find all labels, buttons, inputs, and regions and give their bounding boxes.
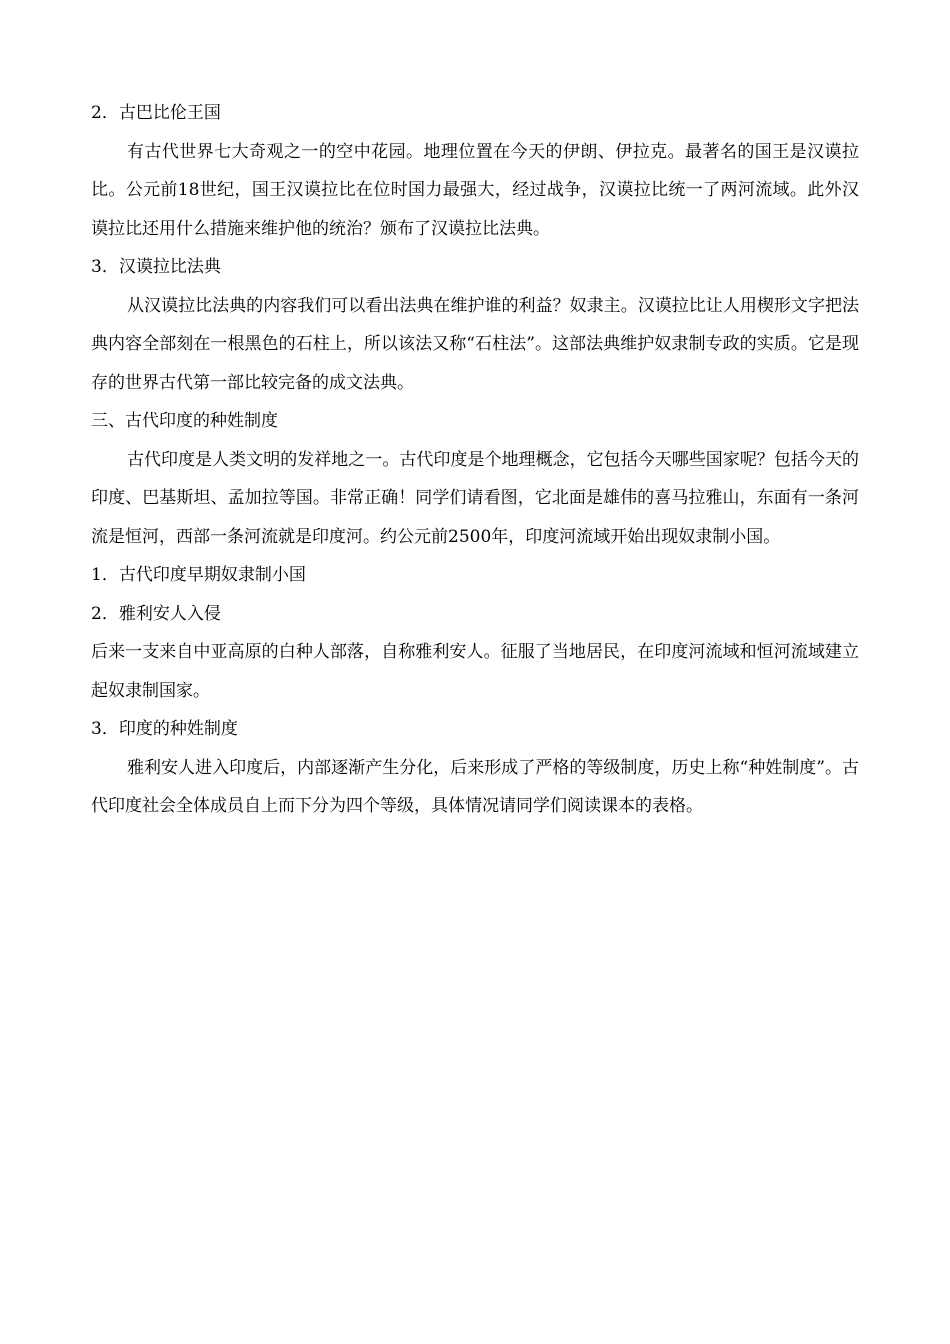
section-heading-aryan-invasion: 2．雅利安人入侵 (91, 603, 221, 624)
paragraph-indian-caste: 雅利安人进入印度后，内部逐渐产生分化，后来形成了严格的等级制度，历史上称“种姓制度”。古代印度社会全体成员自上而下分为四个等级，具体情况请同学们阅读课本的表格。 (91, 757, 859, 816)
section-heading-early-slave-states: 1．古代印度早期奴隶制小国 (91, 565, 306, 585)
paragraph-hammurabi-code: 从汉谟拉比法典的内容我们可以看出法典在维护谁的利益？奴隶主。汉谟拉比让人用楔形文字把法典内容全部刻在一根黑色的石柱上，所以该法又称“石柱法”。这部法典维护奴隶制专政的实质。它是现存的世界古代第一部比较完备的成文法典。 (91, 295, 859, 393)
paragraph-aryan-invasion: 后来一支来自中亚高原的白种人部落，自称雅利安人。征服了当地居民，在印度河流域和恒河流域建立起奴隶制国家。 (91, 642, 859, 701)
section-heading-indian-caste: 3．印度的种姓制度 (91, 719, 238, 739)
document-page (91, 94, 859, 826)
paragraph-babylon: 有古代世界七大奇观之一的空中花园。地理位置在今天的伊朗、伊拉克。最著名的国王是汉谟拉比。公元前18世纪，国王汉谟拉比在位时国力最强大，经过战争，汉谟拉比统一了两河流域。此外汉谟拉比还用什么措施来维护他的统治？颁布了汉谟拉比法典。 (91, 141, 859, 239)
section-heading-babylon: 2．古巴比伦王国 (91, 103, 221, 123)
section-heading-hammurabi-code: 3．汉谟拉比法典 (91, 257, 221, 277)
paragraph-ancient-india: 古代印度是人类文明的发祥地之一。古代印度是个地理概念，它包括今天哪些国家呢？包括今天的印度、巴基斯坦、孟加拉等国。非常正确！同学们请看图，它北面是雄伟的喜马拉雅山，东面有一条河流是恒河，西部一条河流就是印度河。约公元前2500年，印度河流域开始出现奴隶制小国。 (91, 449, 859, 547)
section-heading-caste-system: 三、古代印度的种姓制度 (91, 411, 278, 431)
